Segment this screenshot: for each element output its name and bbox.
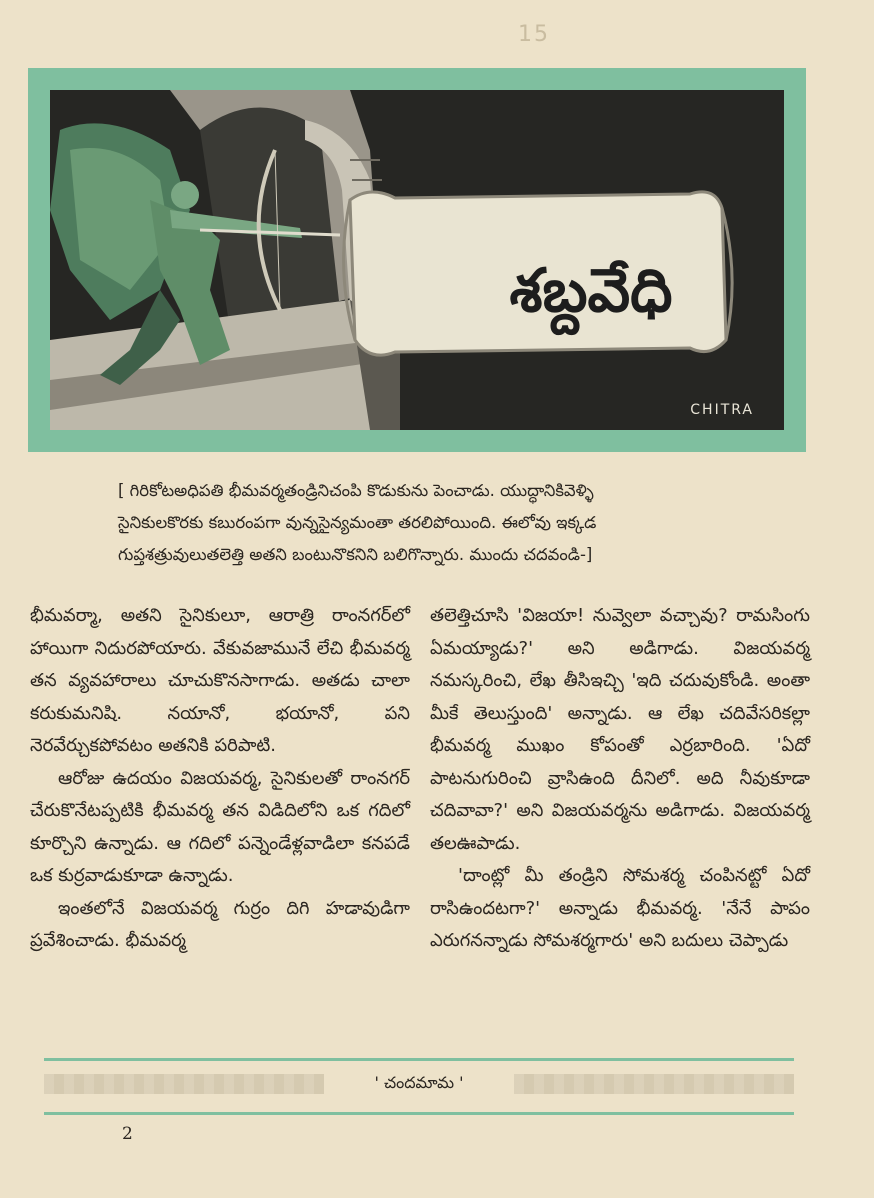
paragraph: భీమవర్మా, అతని సైనికులూ, ఆరాత్రి రాంనగర్‌లో హాయిగా నిదురపోయారు. వేకువజామునే లేచి భీమవర్మ తన వ్యవహారాలు చూచుకొనసాగాడు. అతడు చాలా కరుకుమనిషి. నయానో, భయానో, పని నెరవేర్చుకపోవటం అతనికి పరిపాటి. xyxy=(30,605,410,756)
paragraph: ఆరోజు ఉదయం విజయవర్మ, సైనికులతో రాంనగర్ చేరుకొనేటప్పటికి భీమవర్మ తన విడిదిలోని ఒక గదిలో కూర్చొని ఉన్నాడు. ఆ గదిలో పన్నెండేళ్లవాడిలా కనపడే ఒక కుర్రవాడుకూడా ఉన్నాడు. xyxy=(30,767,410,886)
paragraph: 'దాంట్లో మీ తండ్రిని సోమశర్మ చంపినట్టో ఏదో రాసిఉందటగా?' అన్నాడు భీమవర్మ. 'నేనే పాపం ఎరుగనన్నాడు సోమశర్మగారు' అని బదులు చెప్పాడు xyxy=(430,865,810,951)
synopsis-line: గుప్తశత్రువులుతలెత్తి అతని బంటునొకనిని బలిగొన్నారు. ముందు చదవండి-] xyxy=(118,545,593,564)
page-mark: 15 xyxy=(518,22,550,47)
synopsis-line: [ గిరికోటఅధిపతి భీమవర్మతండ్రినిచంపి కొడుకును పెంచాడు. యుద్ధానికివెళ్ళి xyxy=(118,481,594,500)
magazine-title: ' చందమామ ' xyxy=(364,1073,473,1096)
synopsis-line: సైనికులకొరకు కబురంపగా వున్నసైన్యమంతా తరలిపోయింది. ఈలోవు ఇక్కడ xyxy=(118,513,597,532)
page-number: 2 xyxy=(122,1124,133,1144)
footer-ornament xyxy=(44,1074,324,1094)
footer-ornament xyxy=(514,1074,794,1094)
artist-signature: CHITRA xyxy=(690,402,754,418)
paragraph: ఇంతలోనే విజయవర్మ గుర్రం దిగి హడావుడిగా ప్రవేశించాడు. భీమవర్మ xyxy=(30,897,410,951)
left-column xyxy=(30,600,410,958)
paragraph: తలెత్తిచూసి 'విజయా! నువ్వెలా వచ్చావు? రామసింగు ఏమయ్యాడు?' అని అడిగాడు. విజయవర్మ నమస్కరించి, లేఖ తీసిఇచ్చి 'ఇది చదువుకోండి. అంతా మీకే తెలుస్తుంది' అన్నాడు. ఆ లేఖ చదివేసరికల్లా భీమవర్మ ముఖం కోపంతో ఎర్రబారింది. 'ఏదో పాటనుగురించి వ్రాసిఉంది దీనిలో. అది నీవుకూడా చదివావా?' అని విజయవర్మను అడిగాడు. విజయవర్మ తలఊపాడు. xyxy=(430,605,810,854)
footer-band xyxy=(44,1064,794,1104)
story-title: శబ్దవేధి xyxy=(509,256,673,326)
footer-rule-bottom xyxy=(44,1112,794,1115)
banner-illustration xyxy=(50,90,784,430)
footer-rule-top xyxy=(44,1058,794,1061)
story-synopsis xyxy=(118,475,778,571)
title-banner xyxy=(28,68,806,452)
right-column xyxy=(430,600,810,958)
